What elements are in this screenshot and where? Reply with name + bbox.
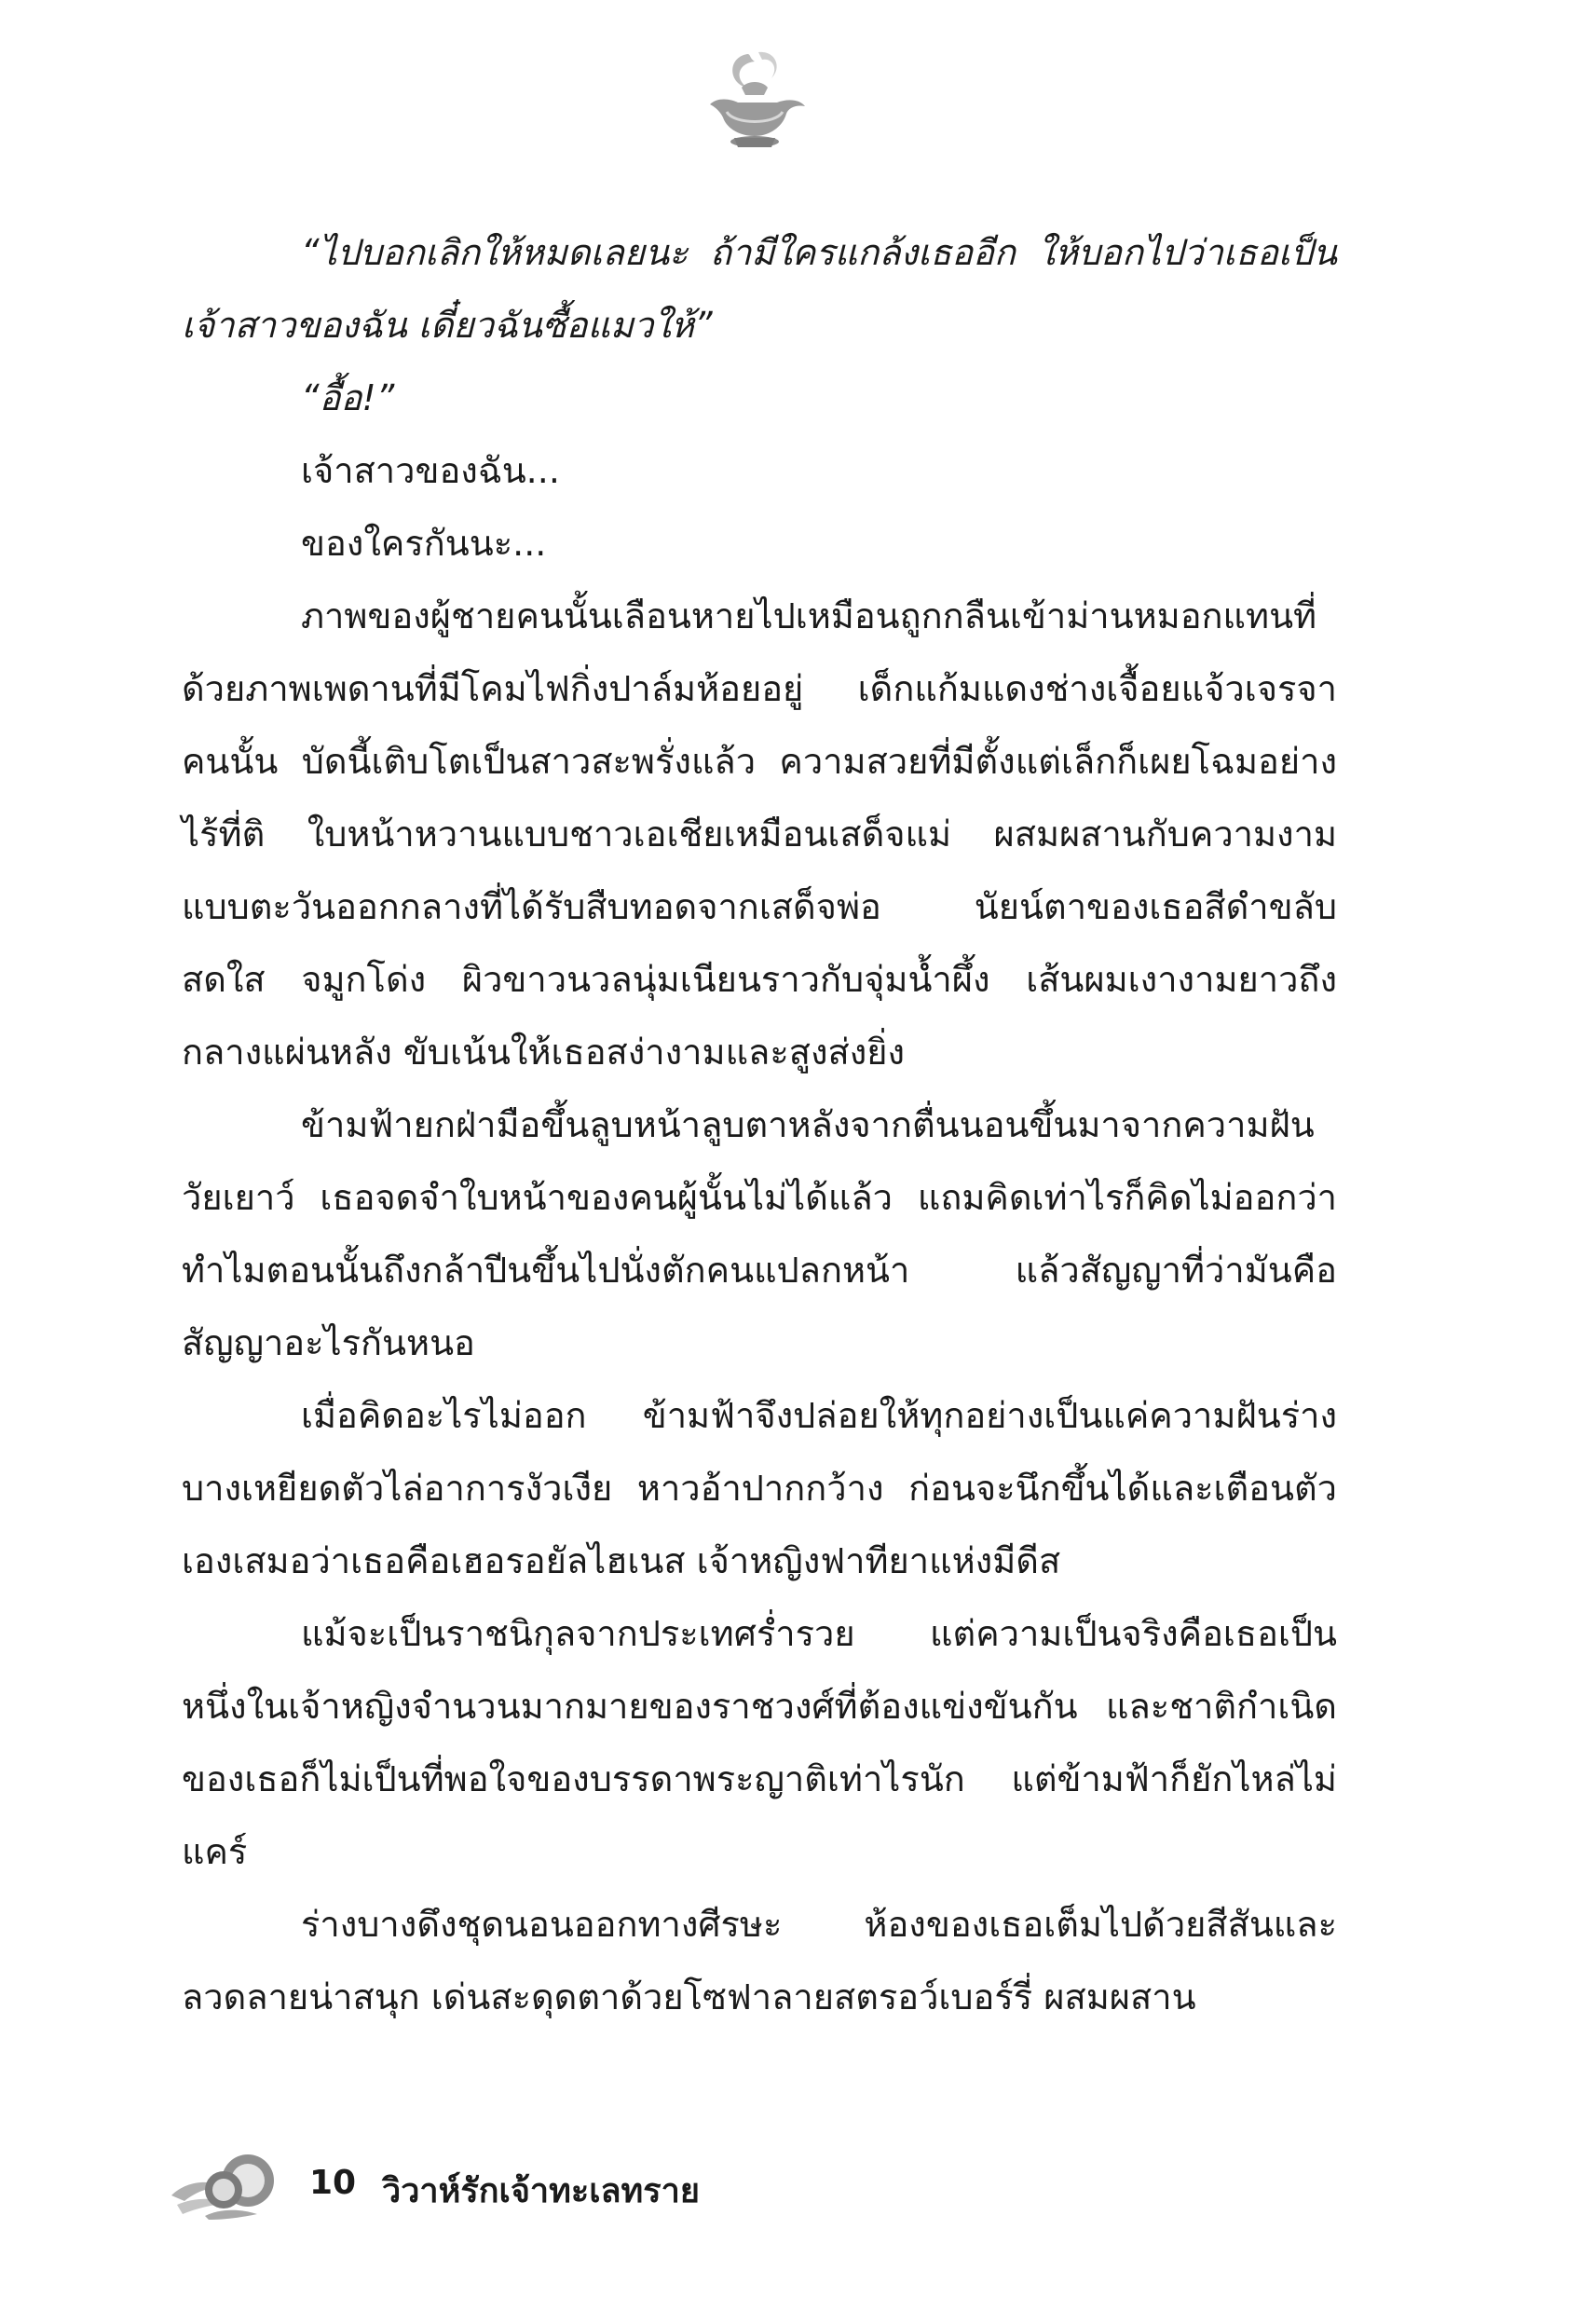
book-title: วิวาห์รักเจ้าทะเลทราย [382, 2172, 700, 2210]
dialogue-line: “อื้อ!” [301, 377, 395, 418]
narration-line: เจ้าสาวของฉัน... [301, 450, 560, 491]
page-number: 10 [309, 2164, 357, 2202]
narration-line: ของใครกันนะ... [301, 523, 547, 564]
narration-paragraph: แม้จะเป็นราชนิกุลจากประเทศร่ำรวย แต่ความเป็นจริงคือเธอเป็นหนึ่งในเจ้าหญิงจำนวนมากมายของราชวงศ์ที่ต้องแข่งขันกัน และชาติกำเนิดของเธอก็ไม่เป็นที่พอใจของบรรดาพระญาติเท่าไรนัก แต่ข้ามฟ้าก็ยักไหล่ไม่แคร์ [182, 1613, 1337, 1872]
body-text [182, 216, 1337, 2033]
dialogue-paragraph: “ไปบอกเลิกให้หมดเลยนะ ถ้ามีใครแกล้งเธออีก ให้บอกไปว่าเธอเป็นเจ้าสาวของฉัน เดี๋ยวฉันซื้อแมวให้” [182, 232, 1337, 346]
narration-paragraph: ภาพของผู้ชายคนนั้นเลือนหายไปเหมือนถูกกลืนเข้าม่านหมอกแทนที่ด้วยภาพเพดานที่มีโคมไฟกิ่งปาล์มห้อยอยู่ เด็กแก้มแดงช่างเจื้อยแจ้วเจรจาคนนั้น บัดนี้เติบโตเป็นสาวสะพรั่งแล้ว ความสวยที่มีตั้งแต่เล็กก็เผยโฉมอย่างไร้ที่ติ ใบหน้าหวานแบบชาวเอเชียเหมือนเสด็จแม่ ผสมผสานกับความงามแบบตะวันออกกลางที่ได้รับสืบทอดจากเสด็จพ่อ นัยน์ตาของเธอสีดำขลับสดใส จมูกโด่ง ผิวขาวนวลนุ่มเนียนราวกับจุ่มน้ำผึ้ง เส้นผมเงางามยาวถึงกลางแผ่นหลัง ขับเน้นให้เธอสง่างามและสูงส่งยิ่ง [182, 595, 1337, 1073]
coconut-leaf-icon [168, 2143, 284, 2222]
narration-paragraph: ร่างบางดึงชุดนอนออกทางศีรษะ ห้องของเธอเต็มไปด้วยสีสันและลวดลายน่าสนุก เด่นสะดุดตาด้วยโซฟาลายสตรอว์เบอร์รี่ ผสมผสาน [182, 1904, 1337, 2017]
page-footer [168, 2143, 820, 2227]
narration-paragraph: เมื่อคิดอะไรไม่ออก ข้ามฟ้าจึงปล่อยให้ทุกอย่างเป็นแค่ความฝันร่างบางเหยียดตัวไล่อาการงัวเงีย หาวอ้าปากกว้าง ก่อนจะนึกขึ้นได้และเตือนตัวเองเสมอว่าเธอคือเฮอรอยัลไฮเนส เจ้าหญิงฟาทียาแห่งมีดีส [182, 1395, 1337, 1581]
genie-lamp-icon [689, 47, 820, 158]
narration-paragraph: ข้ามฟ้ายกฝ่ามือขึ้นลูบหน้าลูบตาหลังจากตื่นนอนขึ้นมาจากความฝันวัยเยาว์ เธอจดจำใบหน้าของคนผู้นั้นไม่ได้แล้ว แถมคิดเท่าไรก็คิดไม่ออกว่าทำไมตอนนั้นถึงกล้าปีนขึ้นไปนั่งตักคนแปลกหน้า แล้วสัญญาที่ว่ามันคือสัญญาอะไรกันหนอ [182, 1104, 1337, 1363]
